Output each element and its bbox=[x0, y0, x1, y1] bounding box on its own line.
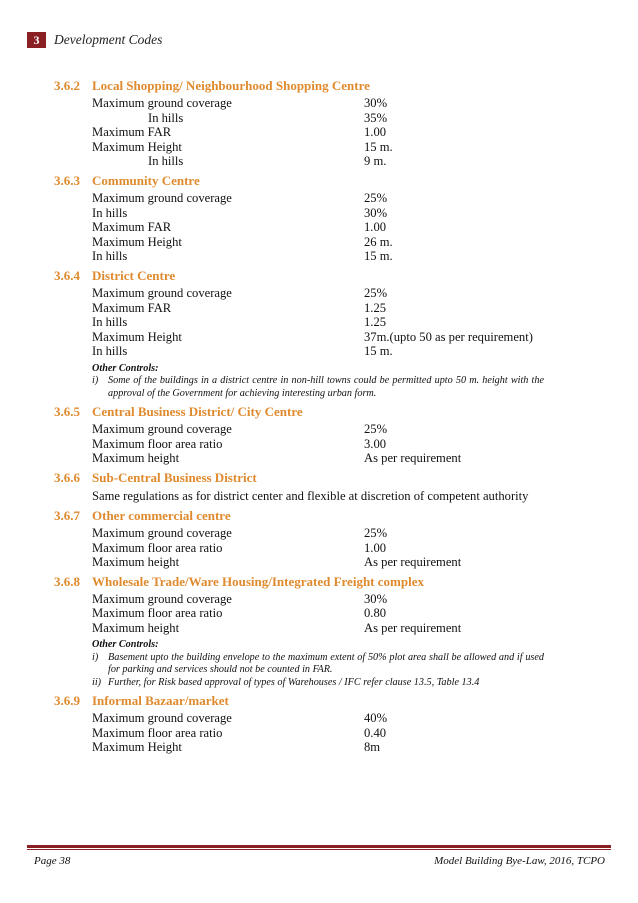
section-title: Informal Bazaar/market bbox=[92, 693, 229, 709]
regulation-row bbox=[92, 437, 554, 452]
regulation-row bbox=[92, 191, 554, 206]
section-number: 3.6.5 bbox=[54, 404, 80, 420]
regulation-row bbox=[92, 315, 554, 330]
control-text: Further, for Risk based approval of types of Warehouses / IFC refer clause 13.5, Table 13.4 bbox=[108, 676, 480, 688]
section-3-6-5 bbox=[54, 402, 554, 466]
regulation-value: 0.80 bbox=[364, 606, 387, 621]
other-controls bbox=[92, 363, 554, 400]
regulation-label: Maximum FAR bbox=[92, 125, 172, 140]
regulation-value: 30% bbox=[364, 96, 388, 110]
regulation-value: 25% bbox=[364, 422, 388, 437]
other-controls bbox=[92, 639, 554, 689]
regulation-value: As per requirement bbox=[364, 451, 462, 466]
regulation-value: 1.00 bbox=[364, 540, 387, 555]
footer-rule-thick bbox=[27, 845, 611, 848]
section-title: Local Shopping/ Neighbourhood Shopping Centre bbox=[92, 78, 370, 93]
section-heading bbox=[54, 572, 554, 592]
regulation-label: In hills bbox=[92, 344, 128, 359]
regulation-value: As per requirement bbox=[364, 620, 462, 635]
section-heading bbox=[54, 266, 554, 286]
regulation-row bbox=[92, 621, 554, 636]
regulation-label: Maximum floor area ratio bbox=[92, 540, 223, 555]
regulation-row bbox=[92, 235, 554, 250]
section-3-6-6 bbox=[54, 468, 554, 504]
regulation-table bbox=[92, 191, 554, 264]
regulation-value: 25% bbox=[364, 285, 388, 300]
regulation-label: Maximum FAR bbox=[92, 300, 172, 315]
regulation-label: Maximum Height bbox=[92, 740, 182, 755]
section-heading bbox=[54, 506, 554, 526]
regulation-value: 26 m. bbox=[364, 234, 393, 249]
section-heading bbox=[54, 171, 554, 191]
regulation-value: 40% bbox=[364, 711, 388, 726]
section-number: 3.6.2 bbox=[54, 78, 80, 93]
regulation-label: Maximum ground coverage bbox=[92, 422, 232, 437]
control-text: Basement upto the building envelope to the maximum extent of 50% plot area shall be allowed and if used for parking and services should not be counted in FAR. bbox=[108, 651, 544, 676]
regulation-label: Maximum ground coverage bbox=[92, 591, 232, 606]
regulation-label: Maximum height bbox=[92, 620, 180, 635]
regulation-label: Maximum ground coverage bbox=[92, 711, 232, 726]
section-title: Community Centre bbox=[92, 172, 200, 188]
control-item bbox=[92, 677, 554, 689]
regulation-row bbox=[92, 286, 554, 301]
regulation-table bbox=[92, 711, 554, 755]
regulation-value: 1.00 bbox=[364, 220, 387, 235]
regulation-row bbox=[92, 154, 554, 169]
regulation-value: 35% bbox=[364, 110, 388, 125]
section-title: Sub-Central Business District bbox=[92, 469, 257, 485]
section-number: 3.6.3 bbox=[54, 172, 80, 188]
regulation-label: Maximum ground coverage bbox=[92, 190, 232, 205]
section-number: 3.6.9 bbox=[54, 693, 80, 709]
regulation-label: Maximum ground coverage bbox=[92, 285, 232, 300]
control-numeral: i) bbox=[92, 651, 99, 663]
regulation-value: 37m.(upto 50 as per requirement) bbox=[364, 329, 533, 344]
control-item bbox=[92, 375, 554, 400]
regulation-table bbox=[92, 96, 554, 169]
section-number: 3.6.7 bbox=[54, 507, 80, 523]
regulation-value: 1.00 bbox=[364, 125, 387, 140]
regulation-row bbox=[92, 711, 554, 726]
control-numeral: i) bbox=[92, 375, 99, 387]
section-heading bbox=[54, 402, 554, 422]
regulation-value: 30% bbox=[364, 591, 388, 606]
regulation-row bbox=[92, 526, 554, 541]
section-3-6-7 bbox=[54, 506, 554, 570]
regulation-row bbox=[92, 606, 554, 621]
control-item bbox=[92, 652, 554, 677]
chapter-number-badge: 3 bbox=[27, 32, 46, 48]
regulation-label: Maximum floor area ratio bbox=[92, 725, 223, 740]
regulation-label: Maximum Height bbox=[92, 139, 182, 154]
regulation-value: 15 m. bbox=[364, 344, 393, 359]
section-3-6-8 bbox=[54, 572, 554, 689]
section-paragraph: Same regulations as for district center and flexible at discretion of competent authority bbox=[92, 488, 529, 503]
other-controls-title: Other Controls: bbox=[92, 639, 159, 651]
page-header bbox=[27, 31, 162, 49]
regulation-label: In hills bbox=[92, 315, 128, 330]
regulation-label: Maximum Height bbox=[92, 329, 182, 344]
regulation-row bbox=[92, 330, 554, 345]
regulation-row bbox=[92, 451, 554, 466]
regulation-label: Maximum ground coverage bbox=[92, 525, 232, 540]
regulation-row bbox=[92, 541, 554, 556]
regulation-row bbox=[92, 249, 554, 264]
regulation-row bbox=[92, 125, 554, 140]
regulation-row bbox=[92, 111, 554, 126]
control-text: Some of the buildings in a district centre in non-hill towns could be permitted upto 50 m. height with the approval of the Government for achieving interesting urban form. bbox=[108, 375, 544, 399]
regulation-value: 15 m. bbox=[364, 249, 393, 264]
regulation-label: Maximum floor area ratio bbox=[92, 436, 223, 451]
section-title: Wholesale Trade/Ware Housing/Integrated Freight complex bbox=[92, 573, 424, 589]
section-number: 3.6.6 bbox=[54, 469, 80, 485]
section-heading bbox=[54, 468, 554, 488]
section-number: 3.6.8 bbox=[54, 573, 80, 589]
regulation-row bbox=[92, 220, 554, 235]
regulation-row bbox=[92, 344, 554, 359]
regulation-table bbox=[92, 286, 554, 359]
regulation-value: 3.00 bbox=[364, 436, 387, 451]
regulation-label: In hills bbox=[92, 205, 128, 220]
regulation-label: Maximum ground coverage bbox=[92, 96, 232, 110]
publication-title: Model Building Bye-Law, 2016, TCPO bbox=[434, 855, 605, 867]
section-3-6-2 bbox=[54, 76, 554, 169]
section-number: 3.6.4 bbox=[54, 267, 80, 283]
regulation-table bbox=[92, 422, 554, 466]
regulation-value: 30% bbox=[364, 205, 388, 220]
control-numeral: ii) bbox=[92, 676, 102, 688]
regulation-table bbox=[92, 526, 554, 570]
regulation-value: 1.25 bbox=[364, 315, 387, 330]
regulation-value: 9 m. bbox=[364, 154, 387, 169]
regulation-row bbox=[92, 422, 554, 437]
regulation-table bbox=[92, 592, 554, 636]
other-controls-title: Other Controls: bbox=[92, 362, 159, 374]
regulation-label: In hills bbox=[148, 154, 184, 169]
document-body bbox=[54, 76, 554, 757]
footer-rule-thin bbox=[27, 849, 611, 850]
section-3-6-4 bbox=[54, 266, 554, 400]
chapter-title: Development Codes bbox=[54, 32, 163, 47]
regulation-row bbox=[92, 140, 554, 155]
regulation-row bbox=[92, 96, 554, 111]
regulation-label: Maximum height bbox=[92, 451, 180, 466]
regulation-value: 25% bbox=[364, 190, 388, 205]
regulation-label: Maximum height bbox=[92, 555, 180, 570]
regulation-value: 25% bbox=[364, 525, 388, 540]
regulation-row bbox=[92, 206, 554, 221]
section-title: Other commercial centre bbox=[92, 507, 231, 523]
section-heading bbox=[54, 76, 554, 96]
regulation-row bbox=[92, 592, 554, 607]
section-heading bbox=[54, 691, 554, 711]
regulation-value: 0.40 bbox=[364, 725, 387, 740]
section-title: District Centre bbox=[92, 267, 176, 283]
section-title: Central Business District/ City Centre bbox=[92, 404, 303, 420]
section-3-6-3 bbox=[54, 171, 554, 264]
regulation-value: 15 m. bbox=[364, 139, 393, 154]
regulation-label: Maximum Height bbox=[92, 234, 182, 249]
regulation-label: In hills bbox=[92, 249, 128, 264]
regulation-value: 1.25 bbox=[364, 300, 387, 315]
regulation-label: Maximum FAR bbox=[92, 220, 172, 235]
page-number: Page 38 bbox=[34, 855, 71, 867]
regulation-row bbox=[92, 726, 554, 741]
regulation-row bbox=[92, 740, 554, 755]
regulation-row bbox=[92, 555, 554, 570]
regulation-label: Maximum floor area ratio bbox=[92, 606, 223, 621]
section-3-6-9 bbox=[54, 691, 554, 755]
regulation-value: As per requirement bbox=[364, 555, 462, 570]
regulation-label: In hills bbox=[148, 110, 184, 125]
regulation-value: 8m bbox=[364, 740, 381, 755]
regulation-row bbox=[92, 301, 554, 316]
